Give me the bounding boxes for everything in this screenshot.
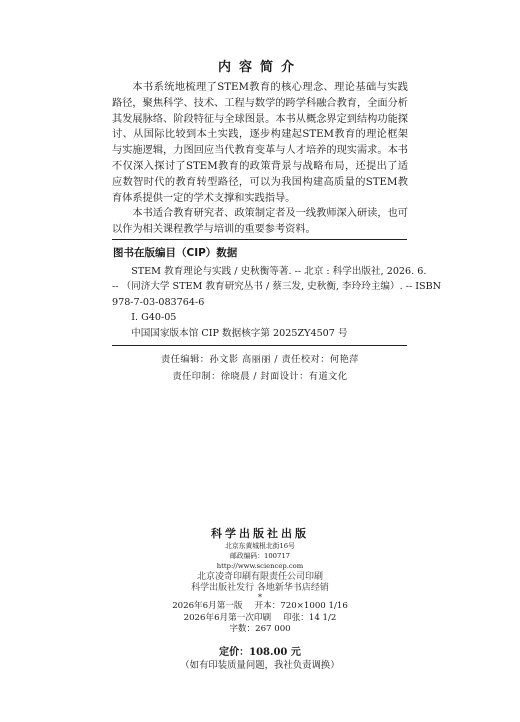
printing-info: 2026年6月第一次印刷	[183, 612, 272, 623]
sheets-info: 印张：14 1/2	[283, 612, 337, 623]
cip-number: 中国国家版本馆 CIP 数据核字第 2025ZY4507 号	[131, 327, 348, 339]
word-count: 字数：267 000	[229, 624, 291, 634]
publisher-address: 北京东黄城根北街16号	[225, 542, 295, 550]
cip-top-rule	[112, 239, 407, 240]
printer-line: 北京凌奇印刷有限责任公司印刷	[196, 572, 323, 582]
quality-note: （如有印装质量问题，我社负责调换）	[180, 660, 340, 671]
separator-mark: *	[258, 593, 262, 602]
price: 定价：108.00 元	[219, 647, 301, 658]
imprint-block	[0, 601, 520, 636]
cip-line: -- （同济大学 STEM 教育研究丛书 / 蔡三发, 史秋衡, 李玲玲主编）. -- ISBN	[112, 281, 442, 293]
production-credits: 责任印制：徐晓晨 / 封面设计：有道文化	[172, 371, 348, 382]
page-title: 内容简介	[217, 60, 302, 75]
editor-credits: 责任编辑：孙文影 高丽丽 / 责任校对：何艳萍	[161, 354, 359, 365]
cip-bottom-rule	[112, 345, 407, 346]
distribution-line: 科学出版社发行 各地新华书店经销	[191, 583, 329, 593]
publisher-website: http://www.sciencep.com	[216, 562, 304, 570]
cip-classification: Ⅰ. G40-05	[131, 312, 177, 324]
cip-heading: 图书在版编目（CIP）数据	[113, 247, 238, 259]
summary-paragraph: 本书系统地梳理了STEM教育的核心理念、理论基础与实践路径，聚焦科学、技术、工程与数学的跨学科融合教育，全面分析其发展脉络、阶段特征与全球图景。本书从概念界定到结构功能探讨、从国际比较到本土实践，逐步构建起STEM教育的理论框架与实施逻辑，力图回应当代教育变革与人才培养的现实需求。本书不仅深入探讨了STEM教育的政策背景与战略布局，还提出了适应数智时代的教育转型路径，可以为我国构建高质量的STEM教育体系提供一定的学术支撑和实践指导。	[112, 82, 408, 204]
edition-info: 2026年6月第一版	[172, 601, 243, 611]
cip-isbn: 978-7-03-083764-6	[112, 296, 205, 308]
publisher-logo-text: 科学出版社	[211, 527, 281, 540]
publisher-suffix: 出版	[281, 527, 309, 540]
cip-record	[112, 264, 442, 341]
publisher-postcode: 邮政编码：100717	[230, 552, 290, 560]
cip-line: STEM 教育理论与实践 / 史秋衡等著. -- 北京 : 科学出版社, 2026. 6.	[131, 266, 427, 277]
summary-text	[112, 80, 408, 238]
publisher-name	[0, 525, 520, 541]
format-info: 开本：720×1000 1/16	[254, 601, 348, 611]
summary-paragraph: 本书适合教育研究者、政策制定者及一线教师深入研读，也可以作为相关课程教学与培训的重要参考资料。	[112, 208, 408, 236]
